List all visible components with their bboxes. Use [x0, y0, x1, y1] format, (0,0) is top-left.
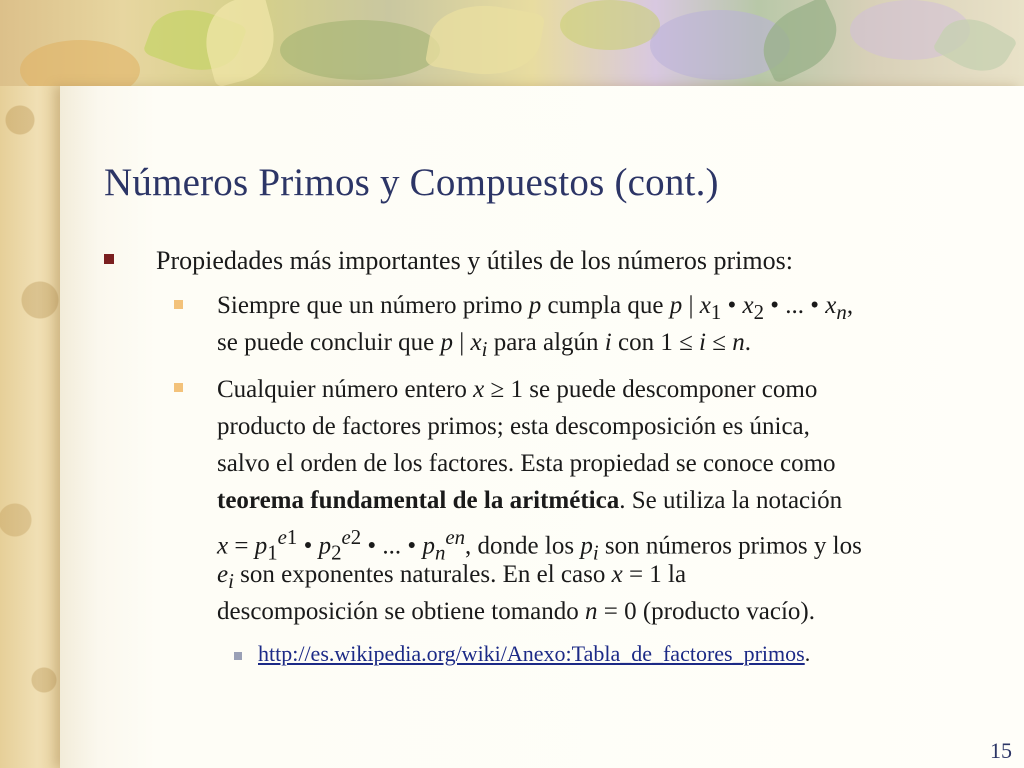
- sub-bullet-text: $x = p_1^{e1}$ • $p_2^{e2}$ • ... • $p_n^{en}$, donde los $p_i$ son números primos y los: [217, 525, 862, 565]
- sub-bullet-text: se puede concluir que p | $x_i$ para algún i con 1 ≤ i ≤ n.: [217, 329, 751, 361]
- sub-bullet-text: descomposición se obtiene tomando n = 0 (producto vacío).: [217, 598, 815, 625]
- sub-bullet-text: salvo el orden de los factores. Esta propiedad se conoce como: [217, 450, 836, 477]
- sub-sub-bullet-icon: [234, 652, 242, 660]
- sub-bullet-text: $e_i$ son exponentes naturales. En el caso x = 1 la: [217, 561, 687, 593]
- sub-bullet-text: producto de factores primos; esta descomposición es única,: [217, 413, 810, 440]
- sub-bullet-icon: [174, 383, 183, 392]
- sub-bullet-icon: [174, 300, 183, 309]
- slide-title: Números Primos y Compuestos (cont.): [104, 161, 719, 204]
- bullet-square-icon: [104, 254, 114, 264]
- page-number: 15: [990, 738, 1012, 763]
- link-line: http://es.wikipedia.org/wiki/Anexo:Tabla_de_factores_primos.: [258, 641, 811, 666]
- bullet-text: Propiedades más importantes y útiles de los números primos:: [156, 246, 793, 275]
- wikipedia-link[interactable]: http://es.wikipedia.org/wiki/Anexo:Tabla_de_factores_primos: [258, 641, 805, 666]
- sub-bullet-text: teorema fundamental de la aritmética. Se utiliza la notación: [217, 487, 843, 514]
- decorative-banner: [0, 0, 1024, 86]
- parchment-strip: [0, 0, 62, 768]
- sub-bullet-text: Siempre que un número primo p cumpla que p | $x_1$ • $x_2$ • ... • $x_n$,: [217, 292, 854, 324]
- sub-bullet-text: Cualquier número entero x ≥ 1 se puede descomponer como: [217, 376, 818, 403]
